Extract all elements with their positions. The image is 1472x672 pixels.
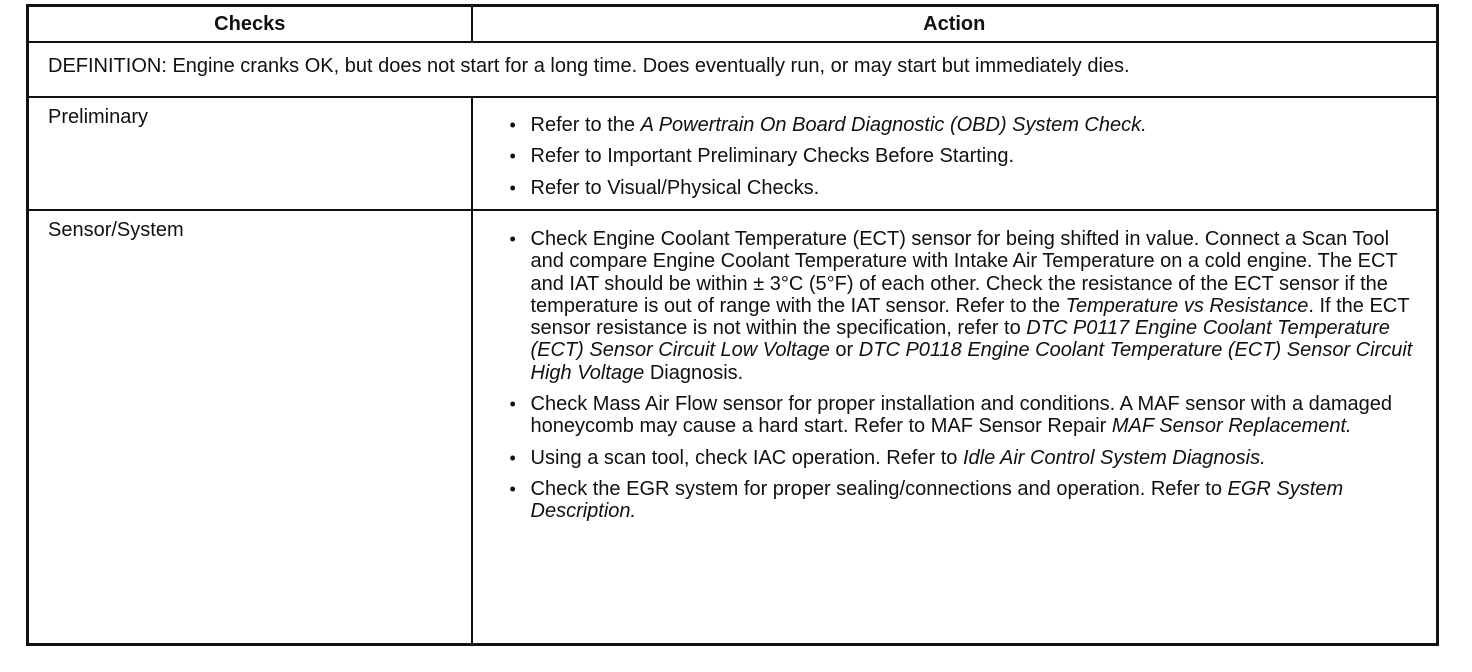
action-list-preliminary xyxy=(473,98,1437,199)
table-row-sensor-system xyxy=(28,210,1438,645)
header-checks: Checks xyxy=(28,6,472,43)
action-text: Using a scan tool, check IAC operation. Refer to xyxy=(530,446,963,469)
action-text: Diagnosis. xyxy=(644,361,744,384)
definition-text: DEFINITION: Engine cranks OK, but does not start for a long time. Does eventually run, or may start but immediately dies. xyxy=(28,42,1438,97)
action-item xyxy=(531,114,1427,136)
row-label-sensor-system: Sensor/System xyxy=(28,210,472,645)
action-item xyxy=(531,447,1427,469)
action-item xyxy=(531,393,1427,438)
action-text: . If the ECT sensor resistance is not within the specification, refer to xyxy=(530,294,1410,340)
action-text: Refer to Visual/Physical Checks. xyxy=(530,176,820,199)
reference-text: Idle Air Control System Diagnosis. xyxy=(962,446,1266,469)
action-cell-sensor-system xyxy=(472,210,1438,645)
action-item xyxy=(531,478,1427,523)
action-list-sensor-system xyxy=(473,211,1437,523)
action-text: Check Mass Air Flow sensor for proper installation and conditions. A MAF sensor with a damaged honeycomb may cause a hard start. Refer to MAF Sensor Repair xyxy=(530,393,1393,438)
action-text: Check the EGR system for proper sealing/connections and operation. Refer to xyxy=(530,477,1228,500)
header-action: Action xyxy=(472,6,1438,43)
reference-text: DTC P0117 Engine Coolant Temperature (ECT) Sensor Circuit Low Voltage xyxy=(530,317,1390,362)
reference-text: Temperature vs Resistance xyxy=(1065,294,1309,317)
action-text: or xyxy=(829,339,859,362)
action-item xyxy=(531,145,1427,167)
table-row-preliminary xyxy=(28,97,1438,210)
reference-text: A Powertrain On Board Diagnostic (OBD) System Check. xyxy=(640,114,1147,136)
action-cell-preliminary xyxy=(472,97,1438,210)
diagnostic-table xyxy=(26,4,1439,646)
reference-text: MAF Sensor Replacement. xyxy=(1111,415,1352,438)
definition-row xyxy=(28,42,1438,97)
header-row xyxy=(28,6,1438,43)
action-text: Check Engine Coolant Temperature (ECT) sensor for being shifted in value. Connect a Scan Tool and compare Engine Coolant Temperature with Intake Air Temperature on a cold engine. The ECT and IAT should be within ± 3°C (5°F) of each other. Check the resistance of the ECT sensor if the temperature is out of range with the IAT sensor. Refer to the xyxy=(530,228,1398,317)
action-item xyxy=(531,177,1427,199)
action-text: Refer to the xyxy=(530,114,641,136)
reference-text: DTC P0118 Engine Coolant Temperature (ECT) Sensor Circuit High Voltage xyxy=(530,339,1413,384)
action-item xyxy=(531,228,1427,384)
reference-text: EGR System Description. xyxy=(530,477,1344,523)
row-label-preliminary: Preliminary xyxy=(28,97,472,210)
action-text: Refer to Important Preliminary Checks Before Starting. xyxy=(530,145,1015,168)
